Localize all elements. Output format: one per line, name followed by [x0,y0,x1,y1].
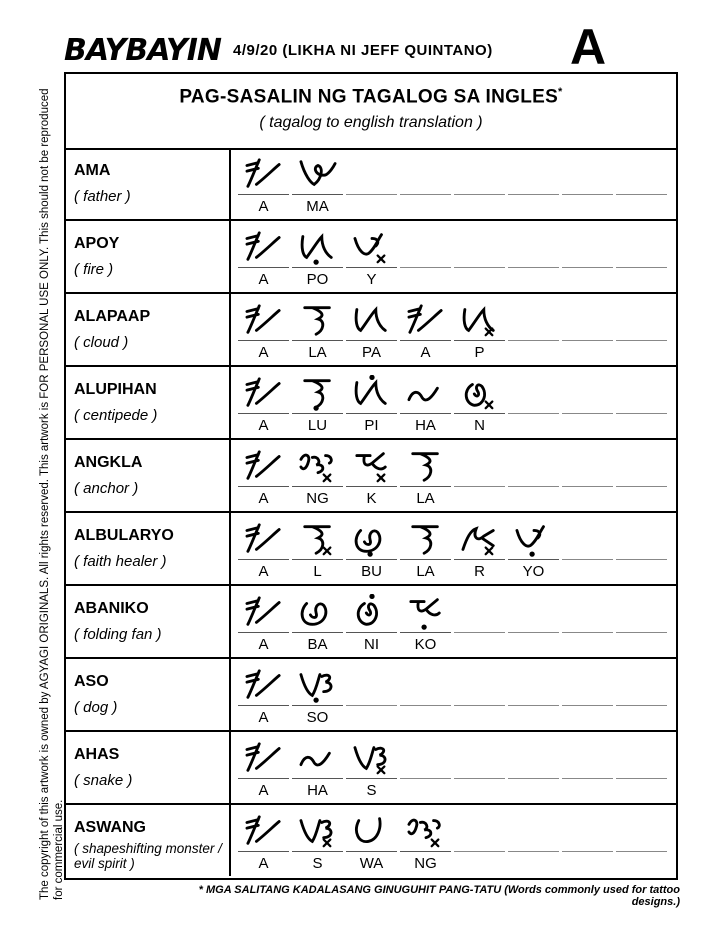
baybayin-cells [238,148,674,219]
logo-text: BAYBAYIN [64,33,221,66]
writing-line [346,851,397,852]
word-row [66,294,676,367]
blank-writing-line [400,705,451,706]
syllable-cell [238,367,289,438]
writing-line [238,486,289,487]
blank-writing-line [508,194,559,195]
syllable-cell [400,367,451,438]
baybayin-glyph-icon [242,594,286,630]
writing-line [292,194,343,195]
blank-writing-line [454,632,505,633]
syllable-label: A [420,344,431,361]
writing-line [292,778,343,779]
english-translation: ( anchor ) [74,480,139,497]
syllable-cell [400,586,451,657]
syllable-label: NG [306,490,329,507]
writing-line [292,486,343,487]
syllable-label: A [258,198,269,215]
writing-line [292,851,343,852]
writing-line [292,267,343,268]
blank-writing-line [562,851,613,852]
baybayin-glyph-icon [350,813,394,849]
writing-line [238,851,289,852]
syllable-label: S [312,855,323,872]
blank-writing-line [616,194,667,195]
baybayin-glyph-icon [296,375,340,411]
baybayin-glyph-icon [350,594,394,630]
syllable-cell [346,440,397,511]
syllable-cell [346,367,397,438]
writing-line [238,632,289,633]
blank-writing-line [508,778,559,779]
syllable-cell [454,367,505,438]
baybayin-glyph-icon [296,813,340,849]
syllable-cell [400,294,451,365]
syllable-label: Y [366,271,377,288]
syllable-cell [238,586,289,657]
writing-line [400,413,451,414]
baybayin-glyph-icon [350,302,394,338]
syllable-label: NG [414,855,437,872]
page-subtitle: ( tagalog to english translation ) [259,114,483,131]
baybayin-cells [238,221,674,292]
blank-writing-line [454,486,505,487]
title-box [66,74,676,150]
baybayin-cells [238,440,674,511]
blank-writing-line [454,267,505,268]
english-translation: ( father ) [74,188,131,205]
syllable-label: A [258,563,269,580]
baybayin-cells [238,586,674,657]
baybayin-cells [238,367,674,438]
writing-line [238,705,289,706]
syllable-label: MA [306,198,329,215]
tagalog-word: ANGKLA [74,454,143,471]
syllable-cell [508,513,559,584]
baybayin-glyph-icon [350,521,394,557]
word-cell [66,659,231,730]
tagalog-word: ALBULARYO [74,527,174,544]
writing-line [238,194,289,195]
english-translation: ( snake ) [74,772,133,789]
blank-writing-line [508,632,559,633]
syllable-label: K [366,490,377,507]
baybayin-cells [238,513,674,584]
syllable-label: A [258,782,269,799]
word-cell [66,221,231,292]
writing-line [292,413,343,414]
syllable-label: YO [522,563,545,580]
syllable-cell [346,586,397,657]
blank-writing-line [616,632,667,633]
baybayin-glyph-icon [296,448,340,484]
syllable-cell [238,148,289,219]
blank-writing-line [562,632,613,633]
syllable-cell [346,221,397,292]
writing-line [346,486,397,487]
syllable-cell [346,732,397,803]
syllable-label: PO [306,271,329,288]
baybayin-glyph-icon [296,667,340,703]
english-translation: ( folding fan ) [74,626,162,643]
tagalog-word: APOY [74,235,120,252]
title-asterisk: * [558,86,563,98]
word-cell [66,586,231,657]
blank-writing-line [454,705,505,706]
writing-line [292,705,343,706]
syllable-cell [238,440,289,511]
writing-line [346,340,397,341]
baybayin-glyph-icon [404,448,448,484]
writing-line [400,486,451,487]
blank-writing-line [562,194,613,195]
baybayin-glyph-icon [296,594,340,630]
blank-writing-line [508,851,559,852]
blank-writing-line [562,486,613,487]
baybayin-glyph-icon [242,813,286,849]
baybayin-glyph-icon [404,594,448,630]
word-row [66,732,676,805]
tagalog-word: ABANIKO [74,600,149,617]
baybayin-glyph-icon [242,229,286,265]
writing-line [454,559,505,560]
syllable-label: HA [415,417,436,434]
syllable-cell [400,513,451,584]
syllable-cell [292,367,343,438]
blank-writing-line [400,267,451,268]
syllable-label: LA [416,490,435,507]
syllable-label: LU [307,417,328,434]
blank-writing-line [562,267,613,268]
syllable-cell [454,513,505,584]
syllable-label: A [258,490,269,507]
english-translation: ( faith healer ) [74,553,167,570]
writing-line [346,559,397,560]
baybayin-glyph-icon [242,667,286,703]
baybayin-glyph-icon [458,302,502,338]
word-cell [66,440,231,511]
writing-line [400,632,451,633]
word-row [66,440,676,513]
writing-line [238,413,289,414]
blank-writing-line [562,705,613,706]
baybayin-glyph-icon [404,302,448,338]
writing-line [400,340,451,341]
syllable-label: PI [364,417,379,434]
writing-line [238,267,289,268]
baybayin-glyph-icon [242,740,286,776]
syllable-label: P [474,344,485,361]
blank-writing-line [346,705,397,706]
baybayin-glyph-icon [242,375,286,411]
word-row [66,513,676,586]
baybayin-glyph-icon [296,740,340,776]
syllable-label: WA [359,855,384,872]
header [62,19,662,75]
baybayin-logo [62,30,227,66]
word-cell [66,294,231,365]
baybayin-cells [238,805,674,876]
baybayin-glyph-icon [350,229,394,265]
syllable-label: N [474,417,485,434]
blank-writing-line [562,340,613,341]
writing-line [346,778,397,779]
english-translation: ( cloud ) [74,334,129,351]
baybayin-glyph-icon [512,521,556,557]
page-title [66,86,676,108]
syllable-label: KO [414,636,437,653]
english-translation: ( shapeshifting monster / evil spirit ) [74,841,222,871]
english-translation: ( centipede ) [74,407,158,424]
blank-writing-line [400,194,451,195]
syllable-label: R [474,563,485,580]
blank-writing-line [454,194,505,195]
syllable-label: PA [362,344,381,361]
tagalog-word: ALAPAAP [74,308,151,325]
writing-line [400,559,451,560]
syllable-label: A [258,636,269,653]
syllable-cell [346,294,397,365]
syllable-cell [238,732,289,803]
word-cell [66,732,231,803]
baybayin-cells [238,732,674,803]
syllable-cell [292,659,343,730]
baybayin-glyph-icon [242,302,286,338]
syllable-cell [400,805,451,876]
baybayin-glyph-icon [350,375,394,411]
baybayin-glyph-icon [242,156,286,192]
blank-writing-line [508,267,559,268]
syllable-label: L [313,563,322,580]
syllable-cell [454,294,505,365]
syllable-cell [346,513,397,584]
tagalog-word: AMA [74,162,111,179]
baybayin-glyph-icon [458,375,502,411]
writing-line [346,413,397,414]
baybayin-glyph-icon [242,521,286,557]
blank-writing-line [454,778,505,779]
footnote: * MGA SALITANG KADALASANG GINUGUHIT PANG-TATU (Words commonly used for tattoo designs.) [198,884,680,908]
writing-line [508,559,559,560]
baybayin-glyph-icon [296,156,340,192]
blank-writing-line [508,486,559,487]
word-row [66,805,676,878]
date-author: 4/9/20 (LIKHA NI JEFF QUINTANO) [233,42,493,59]
tagalog-word: ALUPIHAN [74,381,157,398]
syllable-label: A [258,271,269,288]
syllable-cell [292,805,343,876]
writing-line [346,267,397,268]
writing-line [238,340,289,341]
syllable-label: A [258,709,269,726]
syllable-label: A [258,855,269,872]
syllable-cell [292,294,343,365]
page-letter: A [570,19,607,75]
blank-writing-line [562,778,613,779]
word-row [66,586,676,659]
syllable-label: SO [306,709,329,726]
blank-writing-line [508,705,559,706]
baybayin-glyph-icon [404,813,448,849]
blank-writing-line [562,559,613,560]
syllable-cell [292,148,343,219]
blank-writing-line [616,851,667,852]
word-row [66,659,676,732]
word-row [66,367,676,440]
baybayin-glyph-icon [350,448,394,484]
syllable-label: LA [308,344,327,361]
blank-writing-line [616,340,667,341]
blank-writing-line [562,413,613,414]
tagalog-word: ASWANG [74,819,146,836]
syllable-cell [238,221,289,292]
writing-line [238,559,289,560]
baybayin-glyph-icon [404,521,448,557]
writing-line [454,340,505,341]
word-row [66,221,676,294]
blank-writing-line [616,267,667,268]
syllable-label: LA [416,563,435,580]
blank-writing-line [616,705,667,706]
word-cell [66,148,231,219]
syllable-label: HA [307,782,328,799]
syllable-label: BU [361,563,382,580]
baybayin-cells [238,659,674,730]
writing-line [400,851,451,852]
blank-writing-line [616,778,667,779]
word-cell [66,513,231,584]
baybayin-cells [238,294,674,365]
syllable-cell [238,294,289,365]
blank-writing-line [508,413,559,414]
writing-line [454,413,505,414]
syllable-cell [292,221,343,292]
syllable-cell [238,805,289,876]
english-translation: ( dog ) [74,699,118,716]
blank-writing-line [508,340,559,341]
writing-line [292,632,343,633]
syllable-label: A [258,417,269,434]
blank-writing-line [616,413,667,414]
word-cell [66,367,231,438]
blank-writing-line [454,851,505,852]
writing-line [292,559,343,560]
baybayin-glyph-icon [350,740,394,776]
tagalog-word: AHAS [74,746,120,763]
word-cell [66,805,231,876]
baybayin-glyph-icon [296,229,340,265]
writing-line [346,632,397,633]
syllable-cell [400,440,451,511]
syllable-label: NI [364,636,379,653]
syllable-cell [292,586,343,657]
syllable-cell [292,513,343,584]
blank-writing-line [346,194,397,195]
baybayin-glyph-icon [404,375,448,411]
syllable-label: BA [307,636,328,653]
syllable-cell [292,732,343,803]
syllable-label: A [258,344,269,361]
title-text: PAG-SASALIN NG TAGALOG SA INGLES [179,86,559,108]
blank-writing-line [616,486,667,487]
syllable-cell [292,440,343,511]
blank-writing-line [616,559,667,560]
copyright-notice: The copyright of this artwork is owned by AGYAGI ORIGINALS. All rights reserved. This artwork is FOR PERSONAL USE ONLY. This should not be reproduced for commercial use. [39,88,65,900]
tagalog-word: ASO [74,673,109,690]
writing-line [238,778,289,779]
syllable-label: S [366,782,377,799]
baybayin-glyph-icon [458,521,502,557]
baybayin-glyph-icon [296,302,340,338]
syllable-cell [238,513,289,584]
baybayin-glyph-icon [296,521,340,557]
syllable-cell [238,659,289,730]
baybayin-glyph-icon [242,448,286,484]
translation-table [64,72,678,880]
blank-writing-line [400,778,451,779]
word-row [66,148,676,221]
syllable-cell [346,805,397,876]
writing-line [292,340,343,341]
english-translation: ( fire ) [74,261,114,278]
